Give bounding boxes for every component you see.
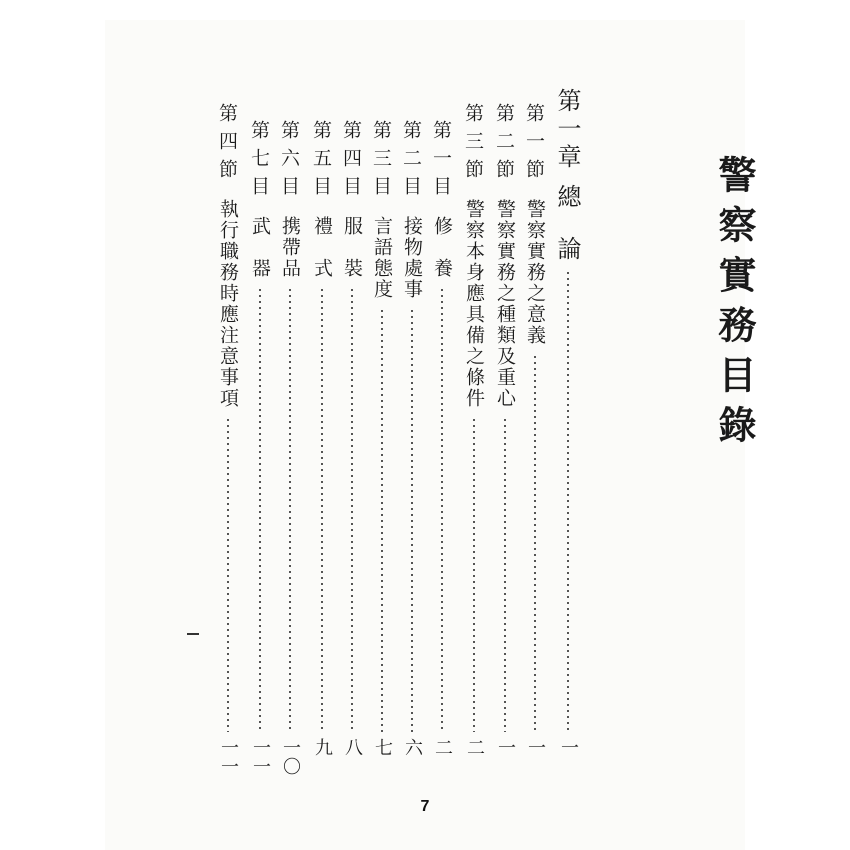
toc-entry-label: 第五目 — [310, 120, 332, 204]
toc-entry-label: 第七目 — [248, 120, 270, 204]
toc-entry[interactable] — [520, 20, 550, 820]
toc-entry-page: 六 — [402, 738, 423, 757]
leader-dots — [411, 308, 413, 732]
toc-entry-text: 言語態度 — [371, 216, 393, 300]
toc-entry-text: 携帶品 — [279, 216, 301, 279]
toc-entry-page: 二 — [432, 738, 453, 757]
toc-entry-label: 第一節 — [523, 103, 545, 187]
toc-entry[interactable] — [307, 20, 337, 820]
toc-entry-text: 禮 式 — [311, 216, 333, 279]
leader-dots — [227, 417, 229, 732]
toc-entry-text: 服 裝 — [341, 216, 363, 279]
toc-entry-text: 警察實務之意義 — [524, 199, 546, 346]
toc-entry-page: 一一 — [250, 738, 271, 776]
toc-entry-label: 第二節 — [493, 103, 515, 187]
leader-dots — [381, 308, 383, 732]
toc-entry-page: 八 — [342, 738, 363, 757]
toc-entry-label: 第六目 — [278, 120, 300, 204]
toc-entry-page: 一 — [558, 738, 579, 757]
leader-dots — [351, 287, 353, 732]
toc-entry-page: 一一 — [218, 738, 239, 776]
toc-entry-page: 九 — [312, 738, 333, 757]
leader-dots — [321, 287, 323, 732]
leader-dots — [289, 287, 291, 732]
edge-mark — [187, 633, 199, 635]
toc-entry[interactable] — [427, 20, 457, 820]
toc-entry-text: 執行職務時應注意事項 — [217, 199, 239, 409]
book-page — [105, 20, 757, 850]
toc-entry-text: 修 養 — [431, 216, 453, 279]
page-number: 7 — [420, 798, 430, 815]
leader-dots — [567, 270, 569, 732]
leader-dots — [259, 287, 261, 732]
toc-title: 警察實務目錄 — [712, 155, 757, 455]
leader-dots — [504, 417, 506, 732]
leader-dots — [534, 354, 536, 732]
toc-entry[interactable] — [213, 20, 243, 820]
toc-entry-page: 一〇 — [280, 738, 301, 776]
toc-entry[interactable] — [459, 20, 489, 820]
toc-entry[interactable] — [245, 20, 275, 820]
toc-entry-text: 警察實務之種類及重心 — [494, 199, 516, 409]
toc-entry[interactable] — [337, 20, 367, 820]
toc-entry[interactable] — [367, 20, 397, 820]
toc-entry-text: 接物處事 — [401, 216, 423, 300]
toc-entry[interactable] — [275, 20, 305, 820]
toc-entry[interactable] — [397, 20, 427, 820]
toc-entry-text: 武 器 — [249, 216, 271, 279]
toc-entry-page: 二 — [464, 738, 485, 757]
toc-entry[interactable] — [490, 20, 520, 820]
toc-entry-label: 第三目 — [370, 120, 392, 204]
toc-entry-label: 第四目 — [340, 120, 362, 204]
toc-entry-text: 總 論 — [553, 184, 581, 262]
leader-dots — [441, 287, 443, 732]
toc-entry-text: 警察本身應具備之條件 — [463, 199, 485, 409]
toc-entry-label: 第一目 — [430, 120, 452, 204]
toc-entry-label: 第四節 — [216, 103, 238, 187]
toc-entry-label: 第三節 — [462, 103, 484, 187]
toc-entry-page: 一 — [525, 738, 546, 757]
leader-dots — [473, 417, 475, 732]
toc-entry-page: 一 — [495, 738, 516, 757]
toc-entry[interactable] — [553, 20, 583, 820]
toc-entry-label: 第二目 — [400, 120, 422, 204]
toc-entry-label: 第一章 — [553, 88, 581, 172]
toc-entry-page: 七 — [372, 738, 393, 757]
